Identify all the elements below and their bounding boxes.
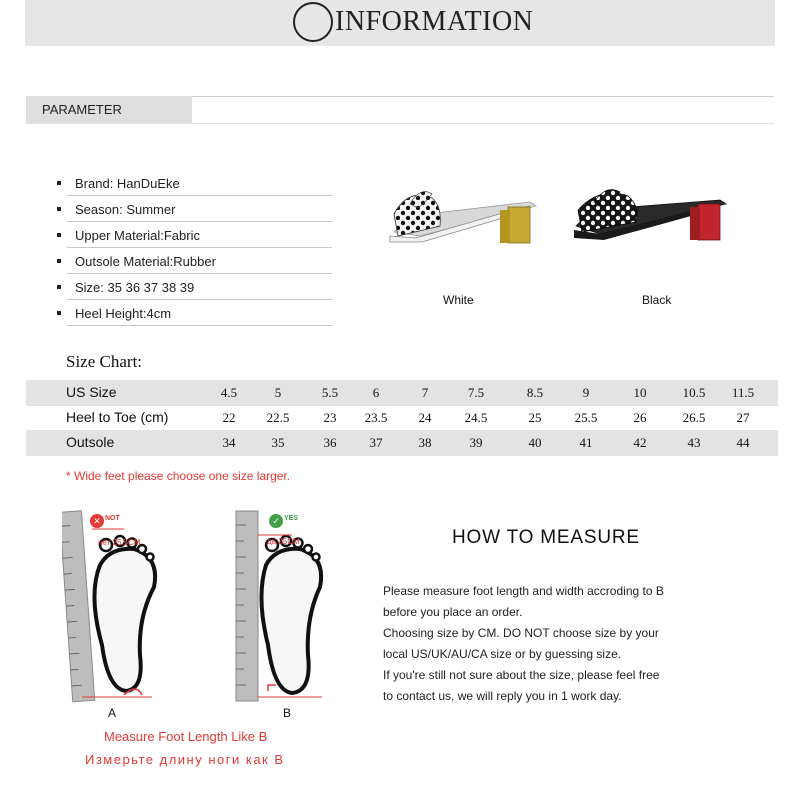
table-cell: 23 bbox=[323, 410, 337, 425]
spec-item-season bbox=[57, 196, 332, 222]
instruction-line: before you place an order. bbox=[383, 605, 523, 619]
table-cell: 26 bbox=[633, 410, 647, 425]
instruction-line: Choosing size by CM. DO NOT choose size by your bbox=[383, 626, 659, 640]
divider bbox=[192, 96, 774, 97]
table-cell: 5.5 bbox=[321, 385, 339, 400]
spec-item-brand bbox=[57, 170, 332, 196]
yes-badge-label: YES bbox=[284, 515, 299, 522]
white-heel bbox=[508, 207, 530, 243]
spec-text: Upper Material:Fabric bbox=[75, 227, 200, 243]
table-cell: 41 bbox=[579, 435, 593, 450]
size-chart-row-us bbox=[26, 380, 778, 406]
table-cell: 24.5 bbox=[464, 410, 488, 425]
table-cell: 38 bbox=[418, 435, 432, 450]
table-cell: 5 bbox=[274, 385, 282, 400]
spec-item-heel bbox=[57, 300, 332, 326]
banner-title-group bbox=[293, 4, 533, 40]
table-cell: 27 bbox=[736, 410, 750, 425]
yes-badge-icon: ✓ bbox=[269, 514, 283, 528]
measure-caption-en: Measure Foot Length Like B bbox=[104, 729, 268, 744]
bullet-icon bbox=[57, 311, 61, 315]
table-cell: 26.5 bbox=[682, 410, 706, 425]
row-label: US Size bbox=[66, 384, 117, 400]
white-sandal-image bbox=[380, 180, 540, 260]
size-chart-row-heel-to-toe bbox=[26, 405, 778, 431]
instruction-line: to contact us, we will reply you in 1 work day. bbox=[383, 689, 622, 703]
bullet-icon bbox=[57, 181, 61, 185]
panel-letter-a: A bbox=[108, 706, 117, 720]
table-cell: 23.5 bbox=[364, 410, 388, 425]
spec-text: Heel Height:4cm bbox=[75, 305, 172, 321]
spec-item-size bbox=[57, 274, 332, 300]
circle-logo-icon bbox=[293, 2, 333, 42]
table-cell: 25.5 bbox=[574, 410, 598, 425]
spec-text: Season: Summer bbox=[75, 201, 176, 217]
row-label: Heel to Toe (cm) bbox=[66, 409, 169, 425]
parameter-heading bbox=[26, 96, 192, 123]
bullet-icon bbox=[57, 207, 61, 211]
table-cell: 22.5 bbox=[266, 410, 290, 425]
table-cell: 6 bbox=[372, 385, 380, 400]
table-cell: 8.5 bbox=[526, 385, 544, 400]
table-cell: 37 bbox=[369, 435, 383, 450]
table-cell: 7.5 bbox=[467, 385, 485, 400]
table-cell: 24 bbox=[418, 410, 432, 425]
divider bbox=[26, 123, 774, 124]
table-cell: 10 bbox=[633, 385, 647, 400]
table-cell: 39 bbox=[469, 435, 483, 450]
table-cell: 10.5 bbox=[682, 385, 706, 400]
divider bbox=[67, 325, 332, 326]
bullet-icon bbox=[57, 233, 61, 237]
color-label-black: Black bbox=[642, 293, 672, 307]
how-to-measure-title: HOW TO MEASURE bbox=[452, 527, 640, 548]
parameter-heading-label: PARAMETER bbox=[42, 102, 122, 117]
table-cell: 34 bbox=[222, 435, 236, 450]
header-banner bbox=[25, 0, 775, 46]
size-chart-row-outsole bbox=[26, 430, 778, 456]
spec-text: Brand: HanDuEke bbox=[75, 175, 180, 191]
spec-text: Outsole Material:Rubber bbox=[75, 253, 216, 269]
table-cell: 36 bbox=[323, 435, 337, 450]
foot-diagram-b bbox=[232, 505, 332, 705]
color-label-white: White bbox=[443, 293, 474, 307]
size-chart-title: Size Chart: bbox=[66, 352, 143, 371]
spec-item-upper bbox=[57, 222, 332, 248]
table-cell: 9 bbox=[582, 385, 590, 400]
spec-list bbox=[57, 170, 332, 326]
row-label: Outsole bbox=[66, 434, 115, 450]
table-cell: 40 bbox=[528, 435, 542, 450]
measure-text-a: нет 25.5CM bbox=[98, 538, 141, 547]
not-badge-label: NOT bbox=[105, 515, 120, 522]
bullet-icon bbox=[57, 285, 61, 289]
wide-feet-note: * Wide feet please choose one size larger. bbox=[66, 469, 291, 483]
spec-text: Size: 35 36 37 38 39 bbox=[75, 279, 195, 295]
instruction-line: If you're still not sure about the size, please feel free bbox=[383, 668, 660, 682]
black-sandal-image bbox=[570, 180, 730, 260]
table-cell: 22 bbox=[222, 410, 236, 425]
table-cell: 44 bbox=[736, 435, 750, 450]
measure-text-b: да 25CM bbox=[267, 537, 300, 546]
black-heel bbox=[698, 204, 720, 240]
spec-item-outsole bbox=[57, 248, 332, 274]
page-title: INFORMATION bbox=[335, 6, 534, 37]
table-cell: 7 bbox=[421, 385, 429, 400]
instruction-line: local US/UK/AU/CA size or by guessing size. bbox=[383, 647, 622, 661]
table-cell: 35 bbox=[271, 435, 285, 450]
panel-letter-b: B bbox=[283, 706, 292, 720]
bullet-icon bbox=[57, 259, 61, 263]
table-cell: 25 bbox=[528, 410, 542, 425]
instruction-line: Please measure foot length and width accroding to B bbox=[383, 584, 664, 598]
table-cell: 4.5 bbox=[220, 385, 238, 400]
table-cell: 11.5 bbox=[731, 385, 755, 400]
foot-diagram-a bbox=[62, 505, 162, 705]
measure-caption-ru: Измерьте длину ноги как В bbox=[85, 752, 285, 767]
table-cell: 42 bbox=[633, 435, 647, 450]
table-cell: 43 bbox=[687, 435, 701, 450]
not-badge-icon: ✕ bbox=[90, 514, 104, 528]
